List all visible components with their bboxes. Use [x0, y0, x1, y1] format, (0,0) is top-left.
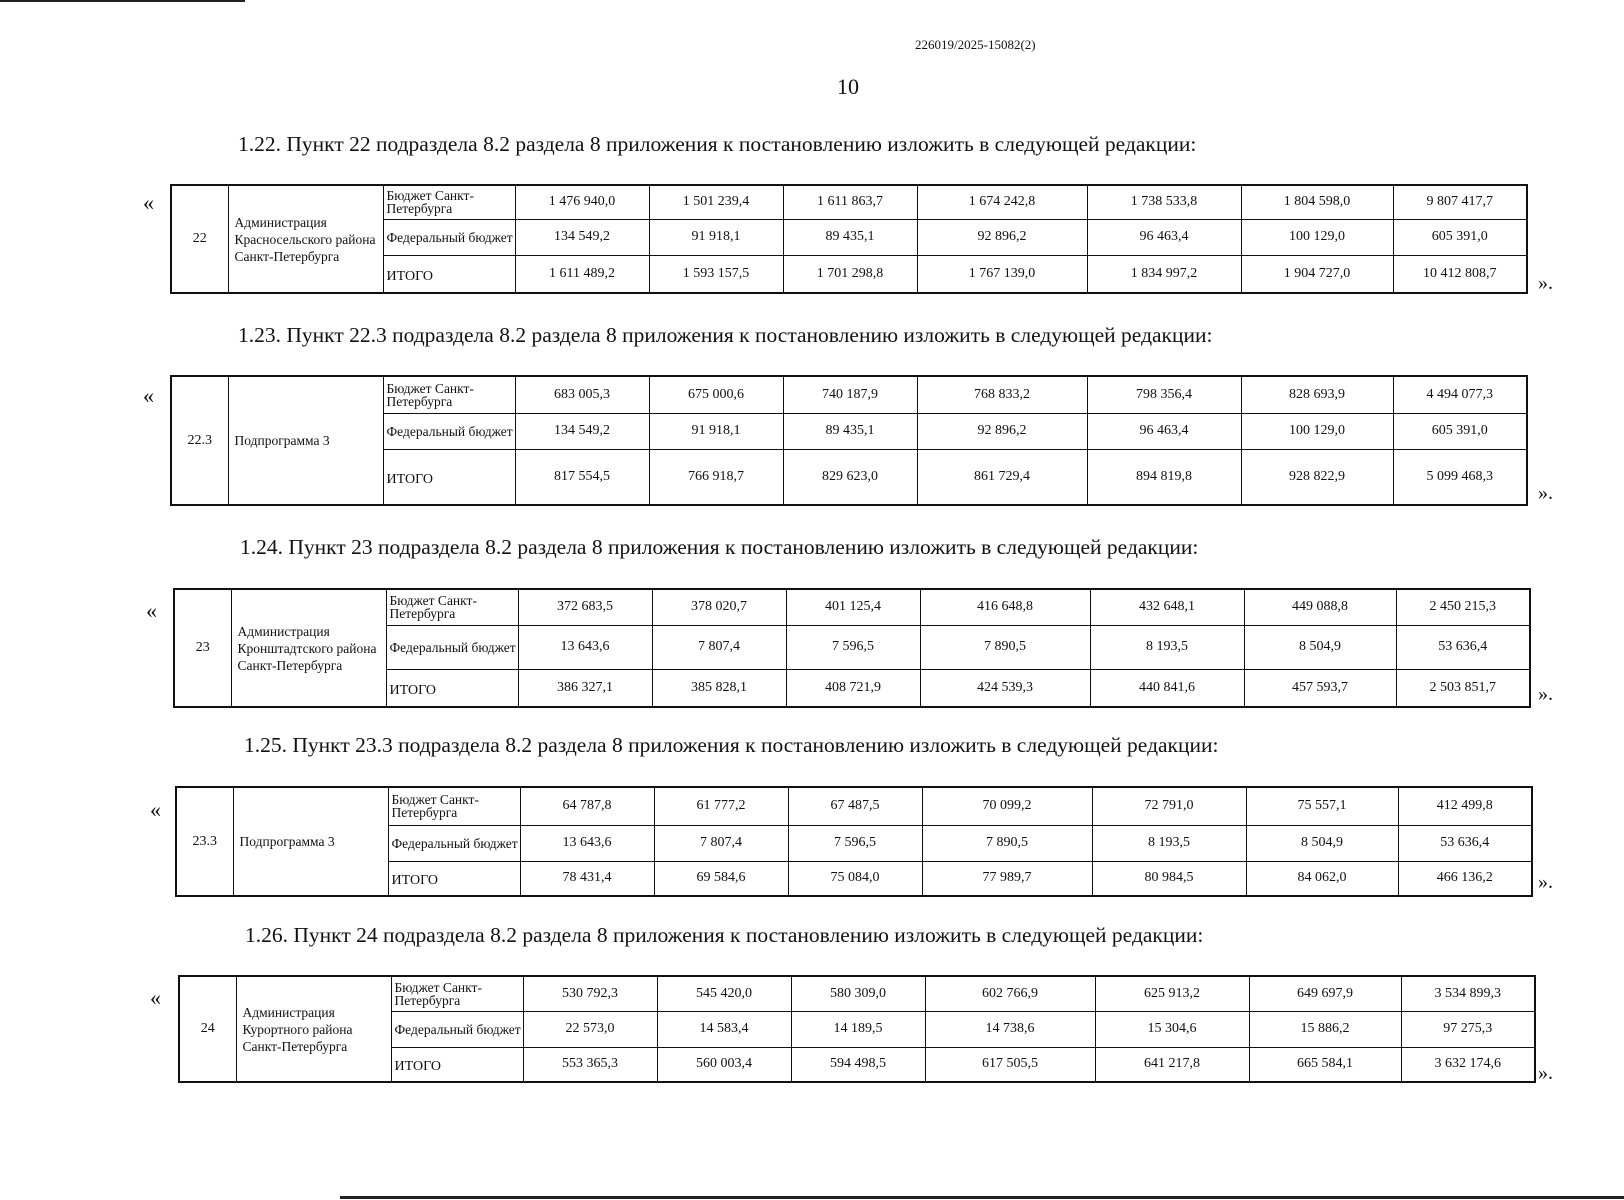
amount-cell-c2022: 7 596,5 [788, 825, 922, 861]
amount-cell-c2020: 78 431,4 [520, 861, 654, 896]
document-number: 226019/2025-15082(2) [915, 37, 1036, 52]
section-heading: 1.24. Пункт 23 подраздела 8.2 раздела 8 приложения к постановлению изложить в следующей редакции: [240, 535, 1199, 559]
funding-source: Бюджет Санкт-Петербурга [386, 589, 518, 625]
amount-cell-c2025: 665 584,1 [1249, 1047, 1401, 1082]
scan-border-bottom [340, 1196, 1624, 1199]
amount-cell-c2020: 817 554,5 [515, 449, 649, 505]
amount-cell-c2025: 75 557,1 [1246, 787, 1398, 825]
amount-cell-c2023: 70 099,2 [922, 787, 1092, 825]
amount-cell-c2025: 8 504,9 [1246, 825, 1398, 861]
amount-cell-total: 97 275,3 [1401, 1011, 1535, 1047]
budget-table [175, 786, 1533, 897]
amount-cell-c2025: 449 088,8 [1244, 589, 1396, 625]
opening-quote: « [146, 598, 157, 623]
amount-cell-c2021: 61 777,2 [654, 787, 788, 825]
amount-cell-c2025: 100 129,0 [1241, 413, 1393, 449]
amount-cell-c2023: 14 738,6 [925, 1011, 1095, 1047]
closing-quote: ». [1538, 683, 1553, 705]
amount-cell-c2021: 69 584,6 [654, 861, 788, 896]
closing-quote: ». [1538, 1062, 1553, 1084]
amount-cell-c2021: 14 583,4 [657, 1011, 791, 1047]
budget-table [173, 588, 1531, 708]
amount-cell-c2023: 617 505,5 [925, 1047, 1095, 1082]
amount-cell-total: 605 391,0 [1393, 413, 1527, 449]
amount-cell-c2023: 602 766,9 [925, 976, 1095, 1011]
amount-cell-total: 10 412 808,7 [1393, 255, 1527, 293]
funding-source: Федеральный бюджет [383, 219, 515, 255]
amount-cell-total: 4 494 077,3 [1393, 376, 1527, 413]
budget-table [170, 375, 1528, 506]
amount-cell-total: 3 534 899,3 [1401, 976, 1535, 1011]
amount-cell-c2024: 894 819,8 [1087, 449, 1241, 505]
amount-cell-c2023: 768 833,2 [917, 376, 1087, 413]
amount-cell-c2022: 89 435,1 [783, 219, 917, 255]
amount-cell-total: 605 391,0 [1393, 219, 1527, 255]
amount-cell-c2022: 401 125,4 [786, 589, 920, 625]
amount-cell-c2025: 15 886,2 [1249, 1011, 1401, 1047]
amount-cell-c2024: 1 738 533,8 [1087, 185, 1241, 219]
amount-cell-total: 466 136,2 [1398, 861, 1532, 896]
funding-source: ИТОГО [383, 449, 515, 505]
amount-cell-c2022: 594 498,5 [791, 1047, 925, 1082]
amount-cell-c2020: 386 327,1 [518, 669, 652, 707]
amount-cell-c2025: 1 804 598,0 [1241, 185, 1393, 219]
amount-cell-c2020: 553 365,3 [523, 1047, 657, 1082]
amount-cell-c2020: 13 643,6 [520, 825, 654, 861]
amount-cell-c2021: 560 003,4 [657, 1047, 791, 1082]
amount-cell-c2021: 7 807,4 [652, 625, 786, 669]
item-name: Администрация Курортного района Санкт-Петербурга [236, 976, 391, 1082]
scan-border-top [0, 0, 245, 2]
funding-source: ИТОГО [386, 669, 518, 707]
funding-source: Федеральный бюджет [388, 825, 520, 861]
table-row [171, 185, 1527, 219]
amount-cell-c2025: 649 697,9 [1249, 976, 1401, 1011]
amount-cell-c2024: 440 841,6 [1090, 669, 1244, 707]
amount-cell-c2022: 89 435,1 [783, 413, 917, 449]
funding-source: ИТОГО [388, 861, 520, 896]
page-number: 10 [837, 74, 859, 99]
amount-cell-c2020: 372 683,5 [518, 589, 652, 625]
amount-cell-c2021: 675 000,6 [649, 376, 783, 413]
opening-quote: « [143, 383, 154, 408]
amount-cell-c2020: 530 792,3 [523, 976, 657, 1011]
funding-source: ИТОГО [391, 1047, 523, 1082]
amount-cell-total: 3 632 174,6 [1401, 1047, 1535, 1082]
funding-source: Федеральный бюджет [386, 625, 518, 669]
closing-quote: ». [1538, 871, 1553, 893]
amount-cell-c2025: 1 904 727,0 [1241, 255, 1393, 293]
amount-cell-c2021: 385 828,1 [652, 669, 786, 707]
amount-cell-c2025: 8 504,9 [1244, 625, 1396, 669]
item-name: Администрация Кронштадтского района Санкт-Петербурга [231, 589, 386, 707]
table-row [176, 787, 1532, 825]
table-row [174, 589, 1530, 625]
amount-cell-c2020: 1 611 489,2 [515, 255, 649, 293]
amount-cell-c2021: 378 020,7 [652, 589, 786, 625]
amount-cell-c2023: 77 989,7 [922, 861, 1092, 896]
amount-cell-c2022: 829 623,0 [783, 449, 917, 505]
closing-quote: ». [1538, 482, 1553, 504]
amount-cell-c2022: 1 611 863,7 [783, 185, 917, 219]
amount-cell-c2023: 92 896,2 [917, 413, 1087, 449]
amount-cell-c2021: 1 501 239,4 [649, 185, 783, 219]
table-row [179, 976, 1535, 1011]
amount-cell-c2023: 1 767 139,0 [917, 255, 1087, 293]
amount-cell-c2021: 545 420,0 [657, 976, 791, 1011]
amount-cell-c2024: 1 834 997,2 [1087, 255, 1241, 293]
opening-quote: « [150, 985, 161, 1010]
amount-cell-c2020: 13 643,6 [518, 625, 652, 669]
amount-cell-c2022: 75 084,0 [788, 861, 922, 896]
funding-source: Бюджет Санкт-Петербурга [383, 376, 515, 413]
amount-cell-c2023: 416 648,8 [920, 589, 1090, 625]
amount-cell-total: 2 450 215,3 [1396, 589, 1530, 625]
amount-cell-total: 53 636,4 [1398, 825, 1532, 861]
amount-cell-c2022: 408 721,9 [786, 669, 920, 707]
item-index: 22 [171, 185, 228, 293]
amount-cell-c2020: 1 476 940,0 [515, 185, 649, 219]
amount-cell-c2025: 928 822,9 [1241, 449, 1393, 505]
amount-cell-c2022: 7 596,5 [786, 625, 920, 669]
amount-cell-c2021: 91 918,1 [649, 413, 783, 449]
amount-cell-c2024: 96 463,4 [1087, 219, 1241, 255]
amount-cell-c2025: 100 129,0 [1241, 219, 1393, 255]
amount-cell-total: 412 499,8 [1398, 787, 1532, 825]
amount-cell-c2024: 625 913,2 [1095, 976, 1249, 1011]
amount-cell-c2023: 92 896,2 [917, 219, 1087, 255]
amount-cell-c2020: 134 549,2 [515, 219, 649, 255]
amount-cell-c2024: 96 463,4 [1087, 413, 1241, 449]
amount-cell-c2021: 766 918,7 [649, 449, 783, 505]
amount-cell-c2024: 8 193,5 [1090, 625, 1244, 669]
amount-cell-c2020: 134 549,2 [515, 413, 649, 449]
amount-cell-c2024: 641 217,8 [1095, 1047, 1249, 1082]
item-name: Подпрограмма 3 [228, 376, 383, 505]
funding-source: Бюджет Санкт-Петербурга [391, 976, 523, 1011]
amount-cell-total: 2 503 851,7 [1396, 669, 1530, 707]
amount-cell-c2024: 8 193,5 [1092, 825, 1246, 861]
amount-cell-c2024: 432 648,1 [1090, 589, 1244, 625]
amount-cell-c2022: 580 309,0 [791, 976, 925, 1011]
opening-quote: « [150, 797, 161, 822]
amount-cell-c2022: 740 187,9 [783, 376, 917, 413]
amount-cell-c2022: 67 487,5 [788, 787, 922, 825]
item-name: Подпрограмма 3 [233, 787, 388, 896]
amount-cell-c2025: 84 062,0 [1246, 861, 1398, 896]
amount-cell-c2021: 91 918,1 [649, 219, 783, 255]
funding-source: ИТОГО [383, 255, 515, 293]
amount-cell-c2020: 22 573,0 [523, 1011, 657, 1047]
amount-cell-c2021: 1 593 157,5 [649, 255, 783, 293]
amount-cell-c2023: 7 890,5 [922, 825, 1092, 861]
opening-quote: « [143, 190, 154, 215]
amount-cell-c2023: 7 890,5 [920, 625, 1090, 669]
funding-source: Бюджет Санкт-Петербурга [388, 787, 520, 825]
amount-cell-c2020: 683 005,3 [515, 376, 649, 413]
section-heading: 1.23. Пункт 22.3 подраздела 8.2 раздела 8 приложения к постановлению изложить в следующей редакции: [238, 323, 1213, 347]
budget-table [178, 975, 1536, 1083]
table-row [171, 376, 1527, 413]
amount-cell-c2024: 15 304,6 [1095, 1011, 1249, 1047]
funding-source: Бюджет Санкт-Петербурга [383, 185, 515, 219]
section-heading: 1.26. Пункт 24 подраздела 8.2 раздела 8 приложения к постановлению изложить в следующей редакции: [245, 923, 1204, 947]
item-index: 23.3 [176, 787, 233, 896]
amount-cell-total: 9 807 417,7 [1393, 185, 1527, 219]
section-heading: 1.25. Пункт 23.3 подраздела 8.2 раздела 8 приложения к постановлению изложить в следующей редакции: [244, 733, 1219, 757]
amount-cell-total: 5 099 468,3 [1393, 449, 1527, 505]
item-index: 23 [174, 589, 231, 707]
funding-source: Федеральный бюджет [391, 1011, 523, 1047]
item-index: 22.3 [171, 376, 228, 505]
amount-cell-c2022: 14 189,5 [791, 1011, 925, 1047]
funding-source: Федеральный бюджет [383, 413, 515, 449]
amount-cell-c2022: 1 701 298,8 [783, 255, 917, 293]
item-index: 24 [179, 976, 236, 1082]
amount-cell-c2023: 424 539,3 [920, 669, 1090, 707]
amount-cell-c2023: 861 729,4 [917, 449, 1087, 505]
amount-cell-c2023: 1 674 242,8 [917, 185, 1087, 219]
amount-cell-c2025: 457 593,7 [1244, 669, 1396, 707]
section-heading: 1.22. Пункт 22 подраздела 8.2 раздела 8 приложения к постановлению изложить в следующей редакции: [238, 132, 1197, 156]
amount-cell-total: 53 636,4 [1396, 625, 1530, 669]
amount-cell-c2024: 80 984,5 [1092, 861, 1246, 896]
amount-cell-c2025: 828 693,9 [1241, 376, 1393, 413]
amount-cell-c2021: 7 807,4 [654, 825, 788, 861]
budget-table [170, 184, 1528, 294]
amount-cell-c2020: 64 787,8 [520, 787, 654, 825]
closing-quote: ». [1538, 272, 1553, 294]
item-name: Администрация Красносельского района Санкт-Петербурга [228, 185, 383, 293]
amount-cell-c2024: 798 356,4 [1087, 376, 1241, 413]
amount-cell-c2024: 72 791,0 [1092, 787, 1246, 825]
